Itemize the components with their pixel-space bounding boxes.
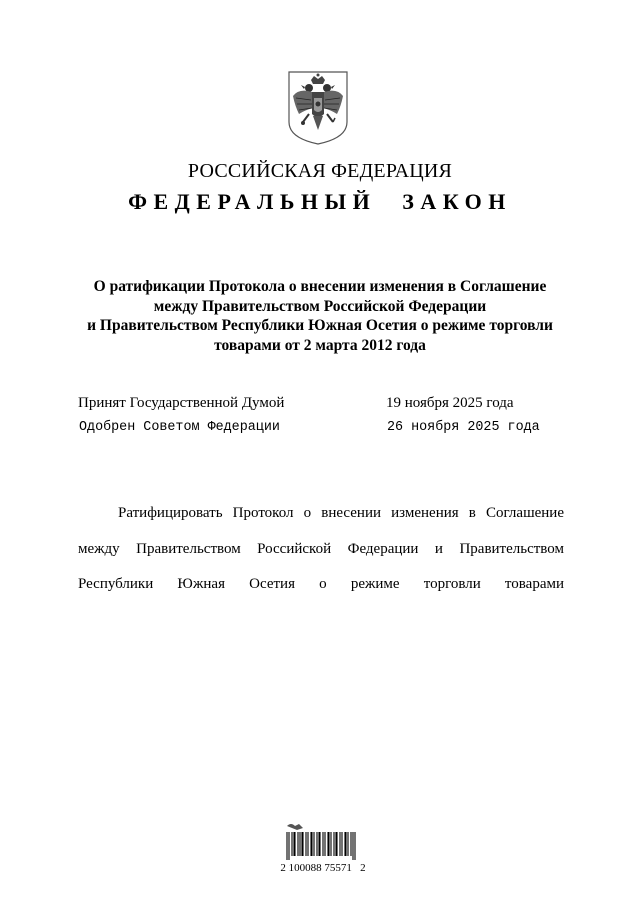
barcode <box>283 820 359 890</box>
title-line: и Правительством Республики Южная Осетия о режиме торговли <box>87 317 553 334</box>
coat-of-arms-emblem <box>287 70 349 146</box>
title-line: О ратификации Протокола о внесении изменения в Соглашение <box>93 278 547 295</box>
body-text-line: между Правительством Российской Федерации и Правительством <box>78 541 564 557</box>
body-text-line: Республики Южная Осетия о режиме торговли товарами <box>78 576 564 592</box>
duma-adoption-date: 19 ноября 2025 года <box>386 395 514 411</box>
country-name: РОССИЙСКАЯ ФЕДЕРАЦИЯ <box>187 160 453 182</box>
law-title <box>60 277 580 355</box>
title-line: товарами от 2 марта 2012 года <box>214 336 426 354</box>
title-line: между Правительством Российской Федерации <box>153 297 487 315</box>
barcode-number: 2 100088 75571 2 <box>280 862 366 874</box>
council-approval-date: 26 ноября 2025 года <box>387 420 540 435</box>
body-text-line: Ратифицировать Протокол о внесении изменения в Соглашение <box>118 505 564 521</box>
council-approval-label: Одобрен Советом Федерации <box>79 420 280 435</box>
duma-adoption-label: Принят Государственной Думой <box>78 395 285 411</box>
document-type: ФЕДЕРАЛЬНЫЙ ЗАКОН <box>128 189 512 214</box>
